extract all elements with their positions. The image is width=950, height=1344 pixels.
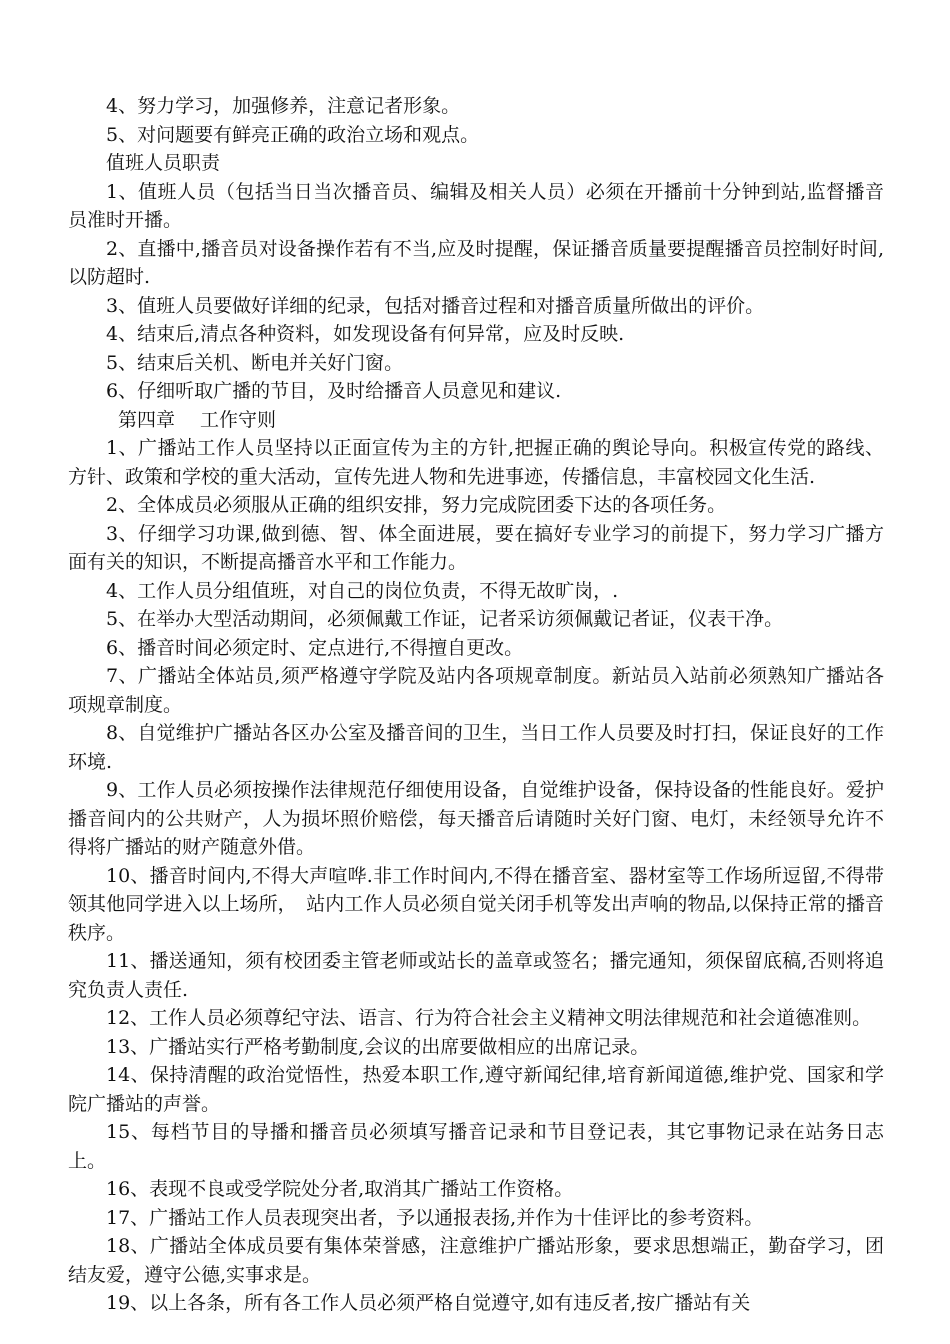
rule-item: 18、广播站全体成员要有集体荣誉感，注意维护广播站形象，要求思想端正，勤奋学习，团结友爱，遵守公德,实事求是。 [68,1235,884,1286]
rule-item: 10、播音时间内,不得大声喧哗.非工作时间内,不得在播音室、器材室等工作场所逗留,不得带领其他同学进入以上场所， 站内工作人员必须自觉关闭手机等发出声响的物品,以保持正常的播音秩序。 [68,864,884,944]
chapter-title: 第四章 工作守则 [118,408,277,431]
duty-item: 1、值班人员（包括当日当次播音员、编辑及相关人员）必须在开播前十分钟到站,监督播音员准时开播。 [68,180,884,231]
rule-item: 9、工作人员必须按操作法律规范仔细使用设备，自觉维护设备，保持设备的性能良好。爱护播音间内的公共财产，人为损坏照价赔偿，每天播音后请随时关好门窗、电灯，未经领导允许不得将广播站的财产随意外借。 [68,779,884,858]
section-heading-duty: 值班人员职责 [106,152,221,174]
rule-item: 12、工作人员必须尊纪守法、语言、行为符合社会主义精神文明法律规范和社会道德准则。 [106,1007,872,1029]
rule-item: 14、保持清醒的政治觉悟性，热爱本职工作,遵守新闻纪律,培育新闻道德,维护党、国家和学院广播站的声誉。 [68,1064,884,1115]
duty-item: 6、仔细听取广播的节目，及时给播音人员意见和建议. [106,380,562,402]
rule-item: 5、在举办大型活动期间，必须佩戴工作证，记者采访须佩戴记者证，仪表干净。 [106,608,784,630]
rule-item: 11、播送通知，须有校团委主管老师或站长的盖章或签名；播完通知，须保留底稿,否则将追究负责人责任. [68,950,884,1001]
duty-item: 3、值班人员要做好详细的纪录，包括对播音过程和对播音质量所做出的评价。 [106,294,765,317]
paragraph: 5、对问题要有鲜亮正确的政治立场和观点。 [106,123,480,146]
rule-item: 2、全体成员必须服从正确的组织安排，努力完成院团委下达的各项任务。 [106,494,727,516]
rule-item: 3、仔细学习功课,做到德、智、体全面进展，要在搞好专业学习的前提下，努力学习广播方面有关的知识，不断提高播音水平和工作能力。 [68,522,884,573]
rule-item: 19、以上各条，所有各工作人员必须严格自觉遵守,如有违反者,按广播站有关 [106,1292,751,1314]
duty-item: 4、结束后,清点各种资料，如发现设备有何异常，应及时反映. [106,323,625,345]
document-page [68,92,884,1318]
rule-item: 7、广播站全体站员,须严格遵守学院及站内各项规章制度。新站员入站前必须熟知广播站各项规章制度。 [68,665,884,716]
duty-item: 2、直播中,播音员对设备操作若有不当,应及时提醒，保证播音质量要提醒播音员控制好时间,以防超时. [68,237,884,288]
rule-item: 16、表现不良或受学院处分者,取消其广播站工作资格。 [106,1178,574,1200]
duty-item: 5、结束后关机、断电并关好门窗。 [106,351,404,374]
rule-item: 1、广播站工作人员坚持以正面宣传为主的方针,把握正确的舆论导向。积极宣传党的路线、方针、政策和学校的重大活动，宣传先进人物和先进事迹，传播信息，丰富校园文化生活. [68,437,884,488]
rule-item: 4、工作人员分组值班，对自己的岗位负责，不得无故旷岗，. [106,579,619,602]
rule-item: 8、自觉维护广播站各区办公室及播音间的卫生，当日工作人员要及时打扫，保证良好的工作环境. [68,722,884,773]
paragraph: 4、努力学习，加强修养，注意记者形象。 [106,95,461,117]
rule-item: 17、广播站工作人员表现突出者，予以通报表扬,并作为十佳评比的参考资料。 [106,1206,764,1229]
rule-item: 6、播音时间必须定时、定点进行,不得擅自更改。 [106,636,524,659]
rule-item: 13、广播站实行严格考勤制度,会议的出席要做相应的出席记录。 [106,1035,650,1058]
rule-item: 15、每档节目的导播和播音员必须填写播音记录和节目登记表，其它事物记录在站务日志上。 [68,1121,884,1172]
